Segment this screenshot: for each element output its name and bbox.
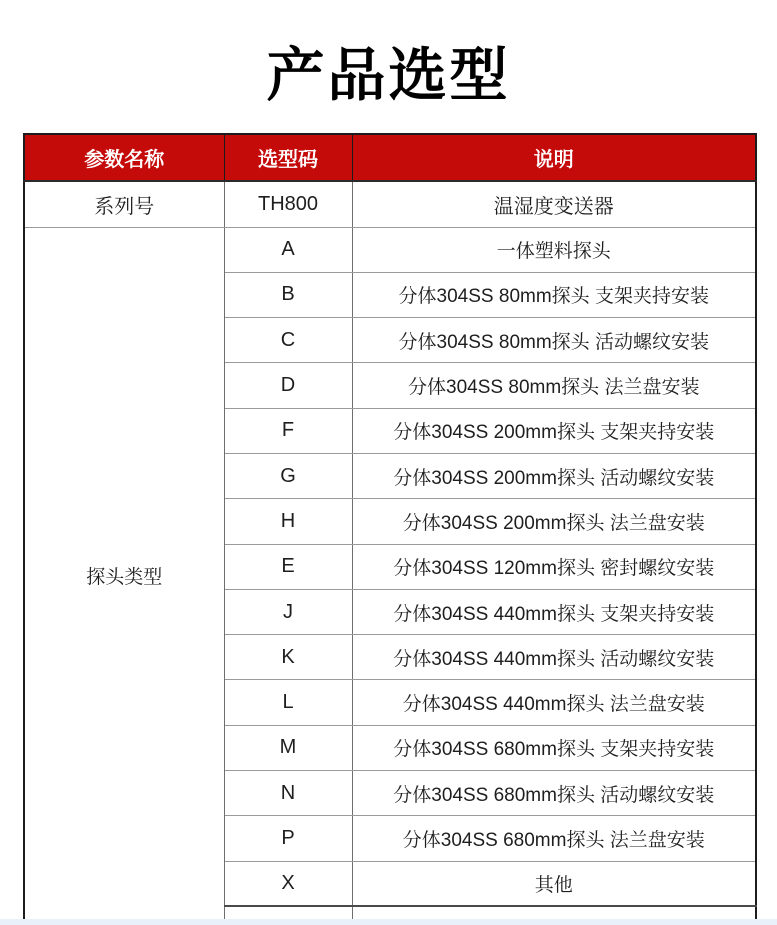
probe-code-cell: H <box>224 499 352 544</box>
series-description-cell: 温湿度变送器 <box>352 181 756 227</box>
series-row <box>24 181 756 227</box>
page-title: 产品选型 <box>266 41 511 109</box>
probe-code-cell: A <box>224 227 352 272</box>
probe-code-cell: P <box>224 816 352 861</box>
probe-description-cell: 其他 <box>352 861 756 906</box>
probe-code-cell: G <box>224 453 352 498</box>
probe-description-cell: 一体塑料探头 <box>352 227 756 272</box>
probe-description-cell: 分体304SS 80mm探头 活动螺纹安装 <box>352 318 756 363</box>
probe-code-cell: E <box>224 544 352 589</box>
probe-code-cell: L <box>224 680 352 725</box>
probe-code-cell: C <box>224 318 352 363</box>
product-selection-table <box>23 133 757 925</box>
header-cell-param-name: 参数名称 <box>24 134 224 181</box>
series-name-cell: 系列号 <box>24 181 224 227</box>
probe-type-group-cell: 探头类型 <box>24 227 224 924</box>
probe-code-cell: J <box>224 589 352 634</box>
probe-row <box>24 227 756 272</box>
probe-code-cell: B <box>224 272 352 317</box>
probe-description-cell: 分体304SS 200mm探头 支架夹持安装 <box>352 408 756 453</box>
probe-description-cell: 分体304SS 680mm探头 支架夹持安装 <box>352 725 756 770</box>
series-code-cell: TH800 <box>224 181 352 227</box>
probe-code-cell: N <box>224 771 352 816</box>
probe-description-cell: 分体304SS 440mm探头 法兰盘安装 <box>352 680 756 725</box>
page-bottom-strip <box>0 919 777 925</box>
probe-description-cell: 分体304SS 440mm探头 活动螺纹安装 <box>352 635 756 680</box>
probe-code-cell: F <box>224 408 352 453</box>
header-cell-description: 说明 <box>352 134 756 181</box>
probe-description-cell: 分体304SS 680mm探头 活动螺纹安装 <box>352 771 756 816</box>
probe-code-cell: K <box>224 635 352 680</box>
probe-description-cell: 分体304SS 80mm探头 支架夹持安装 <box>352 272 756 317</box>
probe-description-cell: 分体304SS 200mm探头 活动螺纹安装 <box>352 453 756 498</box>
table-header-row <box>24 134 756 181</box>
probe-description-cell: 分体304SS 120mm探头 密封螺纹安装 <box>352 544 756 589</box>
probe-code-cell: X <box>224 861 352 906</box>
probe-description-cell: 分体304SS 200mm探头 法兰盘安装 <box>352 499 756 544</box>
probe-description-cell: 分体304SS 80mm探头 法兰盘安装 <box>352 363 756 408</box>
probe-code-cell: D <box>224 363 352 408</box>
probe-description-cell: 分体304SS 680mm探头 法兰盘安装 <box>352 816 756 861</box>
header-cell-selection-code: 选型码 <box>224 134 352 181</box>
probe-description-cell: 分体304SS 440mm探头 支架夹持安装 <box>352 589 756 634</box>
probe-code-cell: M <box>224 725 352 770</box>
